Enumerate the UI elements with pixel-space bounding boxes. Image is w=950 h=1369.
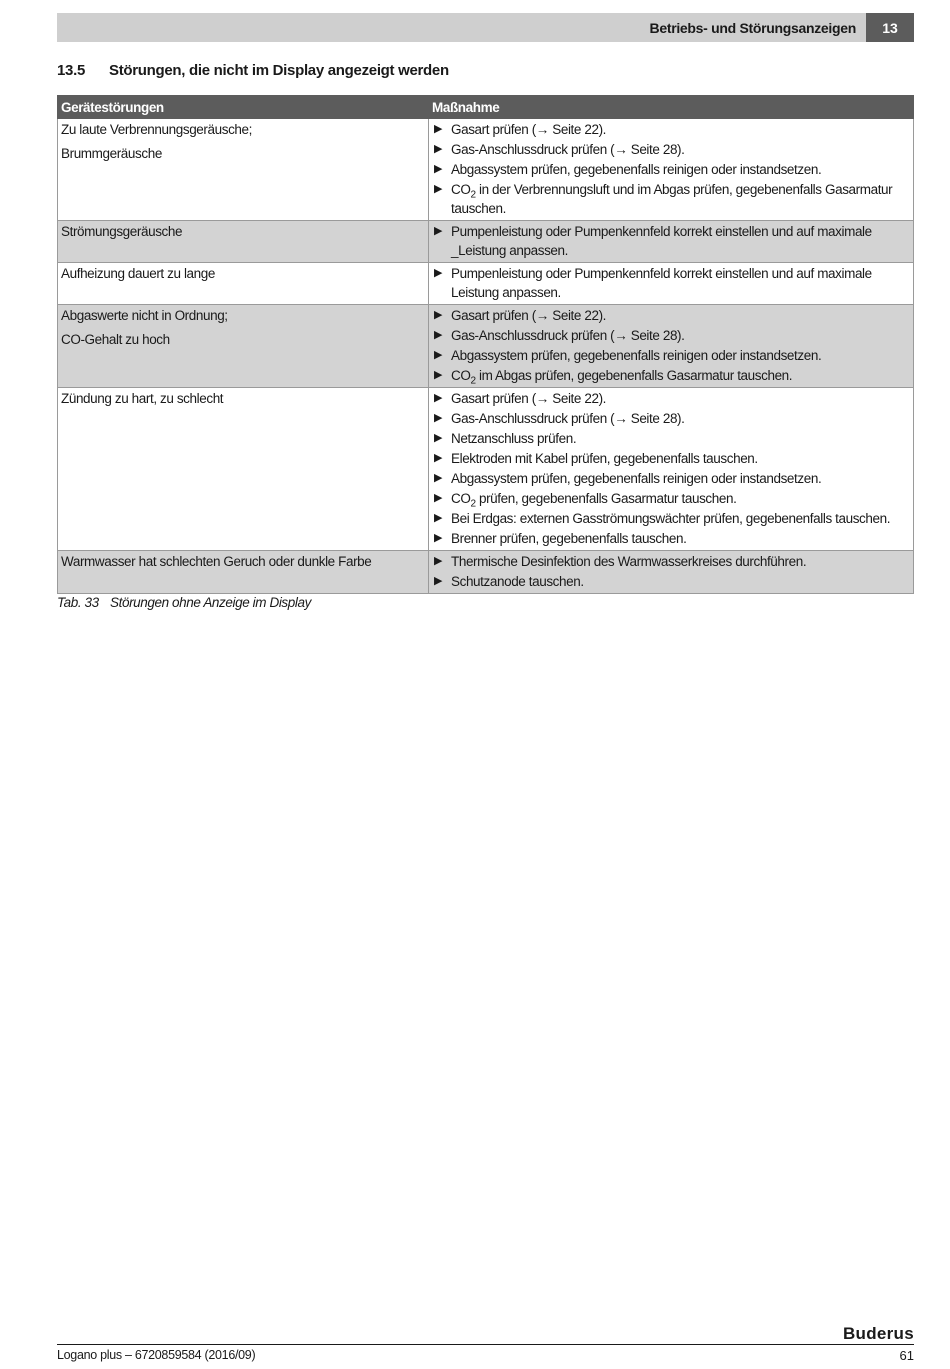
measure-item	[432, 409, 910, 428]
measure-text: Gas-Anschlussdruck prüfen (→ Seite 28).	[451, 411, 685, 426]
measure-text: Pumpenleistung oder Pumpenkennfeld korrekt einstellen und auf maximale _Leistung anpassen.	[451, 224, 872, 258]
triangle-right-icon: ▶	[434, 512, 443, 524]
section-number: 13.5	[57, 62, 85, 79]
footer-divider	[57, 1344, 914, 1345]
measure-text: Gas-Anschlussdruck prüfen (→ Seite 28).	[451, 142, 685, 157]
measure-list	[432, 552, 910, 591]
triangle-right-icon: ▶	[434, 575, 443, 587]
page-header	[57, 13, 914, 42]
measure-cell	[429, 263, 914, 305]
measure-item	[432, 552, 910, 571]
brand-logo: Buderus	[842, 1324, 914, 1343]
fault-text: Zündung zu hart, zu schlecht	[61, 391, 224, 406]
measure-text-prefix: CO	[451, 368, 471, 383]
fault-text: CO-Gehalt zu hoch	[61, 332, 170, 347]
measure-item	[432, 264, 910, 302]
measure-item	[432, 346, 910, 365]
measure-item	[432, 509, 910, 528]
measure-item	[432, 366, 910, 385]
fault-text: Abgaswerte nicht in Ordnung;	[61, 308, 228, 323]
fault-cell	[58, 551, 429, 594]
fault-table	[57, 95, 914, 594]
triangle-right-icon: ▶	[434, 349, 443, 361]
measure-text: Bei Erdgas: externen Gasströmungswächter prüfen, gegebenenfalls tauschen.	[451, 511, 891, 526]
triangle-right-icon: ▶	[434, 163, 443, 175]
measure-cell	[429, 221, 914, 263]
measure-text: Pumpenleistung oder Pumpenkennfeld korrekt einstellen und auf maximale Leistung anpassen.	[451, 266, 872, 300]
page-number: 61	[899, 1348, 914, 1363]
measure-item	[432, 489, 910, 508]
measure-text: Gasart prüfen (→ Seite 22).	[451, 391, 607, 406]
measure-item	[432, 389, 910, 408]
measure-text: Abgassystem prüfen, gegebenenfalls reinigen oder instandsetzen.	[451, 348, 822, 363]
fault-text: Aufheizung dauert zu lange	[61, 266, 215, 281]
measure-cell	[429, 551, 914, 594]
measure-subscript: 2	[470, 375, 476, 387]
measure-text-suffix: in der Verbrennungsluft und im Abgas prüfen, gegebenenfalls Gasarmatur tauschen.	[451, 182, 893, 216]
measure-item	[432, 326, 910, 345]
measure-item	[432, 529, 910, 548]
table-row	[58, 305, 914, 388]
measure-text: Schutzanode tauschen.	[451, 574, 584, 589]
triangle-right-icon: ▶	[434, 412, 443, 424]
measure-item	[432, 180, 910, 218]
triangle-right-icon: ▶	[434, 432, 443, 444]
measure-cell	[429, 119, 914, 221]
table-row	[58, 551, 914, 594]
fault-text: Zu laute Verbrennungsgeräusche;	[61, 122, 252, 137]
table-caption	[57, 595, 311, 610]
table-row	[58, 263, 914, 305]
measure-text: Gasart prüfen (→ Seite 22).	[451, 122, 607, 137]
measure-subscript: 2	[470, 189, 476, 201]
fault-text: Strömungsgeräusche	[61, 224, 183, 239]
measure-list	[432, 389, 910, 548]
triangle-right-icon: ▶	[434, 492, 443, 504]
measure-text-suffix: im Abgas prüfen, gegebenenfalls Gasarmatur tauschen.	[475, 368, 793, 383]
table-row	[58, 119, 914, 221]
triangle-right-icon: ▶	[434, 225, 443, 237]
measure-item	[432, 140, 910, 159]
footer-document-id: Logano plus – 6720859584 (2016/09)	[57, 1348, 256, 1362]
measure-text: Abgassystem prüfen, gegebenenfalls reinigen oder instandsetzen.	[451, 162, 822, 177]
measure-list	[432, 306, 910, 385]
triangle-right-icon: ▶	[434, 452, 443, 464]
measure-text: Gas-Anschlussdruck prüfen (→ Seite 28).	[451, 328, 685, 343]
triangle-right-icon: ▶	[434, 309, 443, 321]
column-header-faults: Gerätestörungen	[58, 96, 429, 119]
fault-cell	[58, 263, 429, 305]
fault-cell	[58, 221, 429, 263]
measure-item	[432, 222, 910, 260]
triangle-right-icon: ▶	[434, 329, 443, 341]
measure-item	[432, 160, 910, 179]
measure-text: Thermische Desinfektion des Warmwasserkreises durchführen.	[451, 554, 807, 569]
triangle-right-icon: ▶	[434, 143, 443, 155]
measure-text-suffix: prüfen, gegebenenfalls Gasarmatur tauschen.	[475, 491, 737, 506]
triangle-right-icon: ▶	[434, 392, 443, 404]
measure-item	[432, 449, 910, 468]
measure-cell	[429, 305, 914, 388]
triangle-right-icon: ▶	[434, 532, 443, 544]
measure-cell	[429, 388, 914, 551]
table-header-row	[58, 96, 914, 119]
fault-text: Brummgeräusche	[61, 146, 162, 161]
measure-item	[432, 469, 910, 488]
triangle-right-icon: ▶	[434, 183, 443, 195]
table-row	[58, 221, 914, 263]
caption-text: Störungen ohne Anzeige im Display	[110, 595, 311, 610]
triangle-right-icon: ▶	[434, 369, 443, 381]
measure-list	[432, 120, 910, 218]
caption-label: Tab. 33	[57, 595, 99, 610]
measure-item	[432, 429, 910, 448]
fault-text: Warmwasser hat schlechten Geruch oder dunkle Farbe	[61, 554, 372, 569]
header-title: Betriebs- und Störungsanzeigen	[649, 19, 856, 36]
measure-text: Brenner prüfen, gegebenenfalls tauschen.	[451, 531, 687, 546]
measure-list	[432, 264, 910, 302]
measure-text-prefix: CO	[451, 182, 471, 197]
table-body	[58, 119, 914, 594]
measure-list	[432, 222, 910, 260]
triangle-right-icon: ▶	[434, 472, 443, 484]
measure-item	[432, 572, 910, 591]
triangle-right-icon: ▶	[434, 267, 443, 279]
fault-cell	[58, 119, 429, 221]
chapter-number: 13	[866, 13, 914, 42]
measure-item	[432, 306, 910, 325]
measure-subscript: 2	[470, 498, 476, 510]
section-title: Störungen, die nicht im Display angezeigt werden	[109, 62, 449, 79]
measure-text: Gasart prüfen (→ Seite 22).	[451, 308, 607, 323]
measure-text: Netzanschluss prüfen.	[451, 431, 577, 446]
table-row	[58, 388, 914, 551]
fault-cell	[58, 305, 429, 388]
section-heading	[57, 62, 449, 79]
triangle-right-icon: ▶	[434, 555, 443, 567]
column-header-measures: Maßnahme	[429, 96, 914, 119]
measure-text: Abgassystem prüfen, gegebenenfalls reinigen oder instandsetzen.	[451, 471, 822, 486]
measure-text: Elektroden mit Kabel prüfen, gegebenenfalls tauschen.	[451, 451, 758, 466]
fault-cell	[58, 388, 429, 551]
triangle-right-icon: ▶	[434, 123, 443, 135]
measure-item	[432, 120, 910, 139]
measure-text-prefix: CO	[451, 491, 471, 506]
